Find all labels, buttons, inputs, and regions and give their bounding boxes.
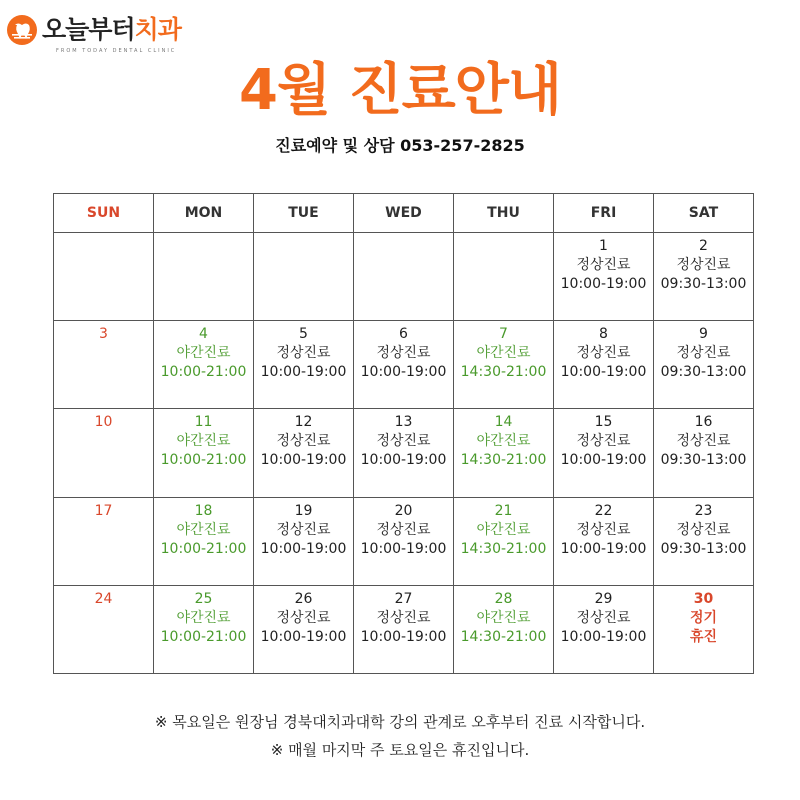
day-status: 정상진료	[576, 433, 631, 450]
calendar-day-cell	[154, 233, 254, 321]
day-status: 야간진료	[176, 433, 231, 450]
day-status: 정상진료	[276, 345, 331, 362]
calendar-day-cell	[254, 321, 354, 409]
day-number: 23	[694, 502, 713, 519]
day-number: 21	[494, 502, 513, 519]
calendar-day-cell	[354, 233, 454, 321]
logo-name-accent: 치과	[134, 15, 181, 44]
calendar-day-cell	[654, 409, 754, 497]
tooth-sun-icon	[6, 14, 38, 46]
calendar-day-cell	[54, 409, 154, 497]
calendar-day-cell	[654, 321, 754, 409]
weekday-header-sat: SAT	[654, 194, 754, 233]
day-status: 정상진료	[576, 345, 631, 362]
calendar-day-cell	[254, 233, 354, 321]
day-hours: 14:30-21:00	[460, 540, 547, 557]
calendar-day-cell	[454, 409, 554, 497]
calendar-day-cell	[554, 585, 654, 673]
day-hours: 휴진	[689, 628, 718, 645]
day-number: 20	[394, 502, 413, 519]
day-hours: 10:00-21:00	[160, 540, 247, 557]
day-number: 18	[194, 502, 213, 519]
calendar-day-cell	[454, 321, 554, 409]
day-status: 정상진료	[276, 521, 331, 538]
day-number: 3	[99, 326, 108, 343]
logo-subtitle: FROM TODAY DENTAL CLINIC	[56, 48, 177, 54]
day-number: 2	[699, 238, 708, 254]
logo-name-dark: 오늘부터	[42, 15, 135, 44]
day-number: 24	[94, 590, 113, 607]
day-number: 26	[294, 590, 313, 607]
weekday-header-fri: FRI	[554, 194, 654, 233]
calendar-day-cell	[654, 233, 754, 321]
day-hours: 10:00-19:00	[560, 452, 647, 469]
day-status: 정상진료	[576, 257, 631, 273]
calendar-day-cell	[254, 497, 354, 585]
day-status: 야간진료	[176, 345, 231, 362]
day-hours: 10:00-19:00	[560, 628, 647, 645]
day-status: 정상진료	[676, 433, 731, 450]
day-number: 9	[699, 326, 708, 343]
calendar-day-cell	[454, 585, 554, 673]
day-number: 11	[194, 414, 213, 431]
contact-phone: 진료예약 및 상담 053-257-2825	[275, 136, 525, 155]
day-status: 정상진료	[376, 345, 431, 362]
calendar-day-cell	[354, 585, 454, 673]
day-number: 29	[594, 590, 613, 607]
day-number: 14	[494, 414, 513, 431]
calendar-day-cell	[554, 233, 654, 321]
calendar-day-cell	[154, 409, 254, 497]
day-number: 1	[599, 238, 608, 254]
weekday-header-sun: SUN	[54, 194, 154, 233]
day-status: 정상진료	[676, 345, 731, 362]
day-hours: 09:30-13:00	[660, 452, 747, 469]
day-status: 정상진료	[576, 521, 631, 538]
day-hours: 09:30-13:00	[660, 540, 747, 557]
day-status: 야간진료	[476, 433, 531, 450]
calendar-day-cell	[454, 497, 554, 585]
day-number: 15	[594, 414, 613, 431]
day-number: 4	[199, 326, 208, 343]
day-number: 25	[194, 590, 213, 607]
day-number: 22	[594, 502, 613, 519]
calendar-day-cell	[554, 409, 654, 497]
day-status: 정상진료	[276, 433, 331, 450]
calendar-day-cell	[554, 497, 654, 585]
day-number: 6	[399, 326, 408, 343]
day-number: 5	[299, 326, 308, 343]
day-status: 정상진료	[676, 521, 731, 538]
day-hours: 14:30-21:00	[460, 452, 547, 469]
day-hours: 10:00-19:00	[260, 628, 347, 645]
weekday-header-mon: MON	[154, 194, 254, 233]
day-status: 야간진료	[476, 345, 531, 362]
calendar-day-cell	[354, 497, 454, 585]
weekday-header-tue: TUE	[254, 194, 354, 233]
note-last-saturday: ※ 매월 마지막 주 토요일은 휴진입니다.	[270, 741, 530, 759]
day-hours: 09:30-13:00	[660, 276, 747, 292]
day-hours: 10:00-19:00	[260, 364, 347, 381]
day-hours: 10:00-21:00	[160, 364, 247, 381]
day-status: 정상진료	[676, 257, 731, 273]
day-status: 야간진료	[176, 521, 231, 538]
logo-wordmark	[42, 16, 181, 44]
calendar-week-row	[54, 409, 754, 497]
day-status: 정상진료	[376, 609, 431, 626]
day-number: 30	[693, 590, 714, 607]
day-hours: 14:30-21:00	[460, 364, 547, 381]
calendar-day-cell	[254, 585, 354, 673]
day-hours: 10:00-21:00	[160, 628, 247, 645]
calendar-week-row	[54, 497, 754, 585]
clinic-schedule-calendar	[53, 193, 754, 674]
calendar-day-cell	[654, 585, 754, 673]
calendar-week-row	[54, 233, 754, 321]
day-number: 16	[694, 414, 713, 431]
day-hours: 10:00-19:00	[560, 540, 647, 557]
calendar-day-cell	[54, 233, 154, 321]
calendar-day-cell	[154, 321, 254, 409]
day-hours: 14:30-21:00	[460, 628, 547, 645]
calendar-day-cell	[354, 409, 454, 497]
clinic-logo	[6, 12, 206, 58]
page-title: 4월 진료안내	[239, 58, 561, 123]
day-status: 야간진료	[476, 609, 531, 626]
calendar-day-cell	[554, 321, 654, 409]
day-number: 28	[494, 590, 513, 607]
schedule-notes	[0, 708, 800, 764]
weekday-header-row	[54, 194, 754, 233]
day-hours: 10:00-19:00	[360, 452, 447, 469]
calendar-day-cell	[354, 321, 454, 409]
day-hours: 10:00-19:00	[560, 364, 647, 381]
day-number: 13	[394, 414, 413, 431]
day-status: 야간진료	[476, 521, 531, 538]
calendar-day-cell	[54, 497, 154, 585]
day-status: 정상진료	[376, 521, 431, 538]
day-status: 정상진료	[576, 609, 631, 626]
day-number: 10	[94, 414, 113, 431]
day-status: 정상진료	[376, 433, 431, 450]
weekday-header-thu: THU	[454, 194, 554, 233]
day-number: 12	[294, 414, 313, 431]
calendar-day-cell	[54, 585, 154, 673]
weekday-header-wed: WED	[354, 194, 454, 233]
day-status: 정상진료	[276, 609, 331, 626]
day-hours: 10:00-19:00	[260, 540, 347, 557]
day-number: 17	[94, 502, 113, 519]
calendar-day-cell	[154, 497, 254, 585]
day-hours: 09:30-13:00	[660, 364, 747, 381]
day-hours: 10:00-19:00	[360, 628, 447, 645]
day-number: 8	[599, 326, 608, 343]
day-status: 야간진료	[176, 609, 231, 626]
calendar-week-row	[54, 585, 754, 673]
day-hours: 10:00-19:00	[260, 452, 347, 469]
calendar-day-cell	[454, 233, 554, 321]
day-status: 정기	[689, 609, 718, 626]
day-hours: 10:00-21:00	[160, 452, 247, 469]
calendar-day-cell	[154, 585, 254, 673]
calendar-week-row	[54, 321, 754, 409]
day-number: 27	[394, 590, 413, 607]
day-number: 7	[499, 326, 508, 343]
calendar-day-cell	[54, 321, 154, 409]
day-number: 19	[294, 502, 313, 519]
day-hours: 10:00-19:00	[560, 276, 647, 292]
calendar-day-cell	[254, 409, 354, 497]
calendar-day-cell	[654, 497, 754, 585]
note-thursday: ※ 목요일은 원장님 경북대치과대학 강의 관계로 오후부터 진료 시작합니다.	[154, 713, 646, 731]
day-hours: 10:00-19:00	[360, 540, 447, 557]
day-hours: 10:00-19:00	[360, 364, 447, 381]
